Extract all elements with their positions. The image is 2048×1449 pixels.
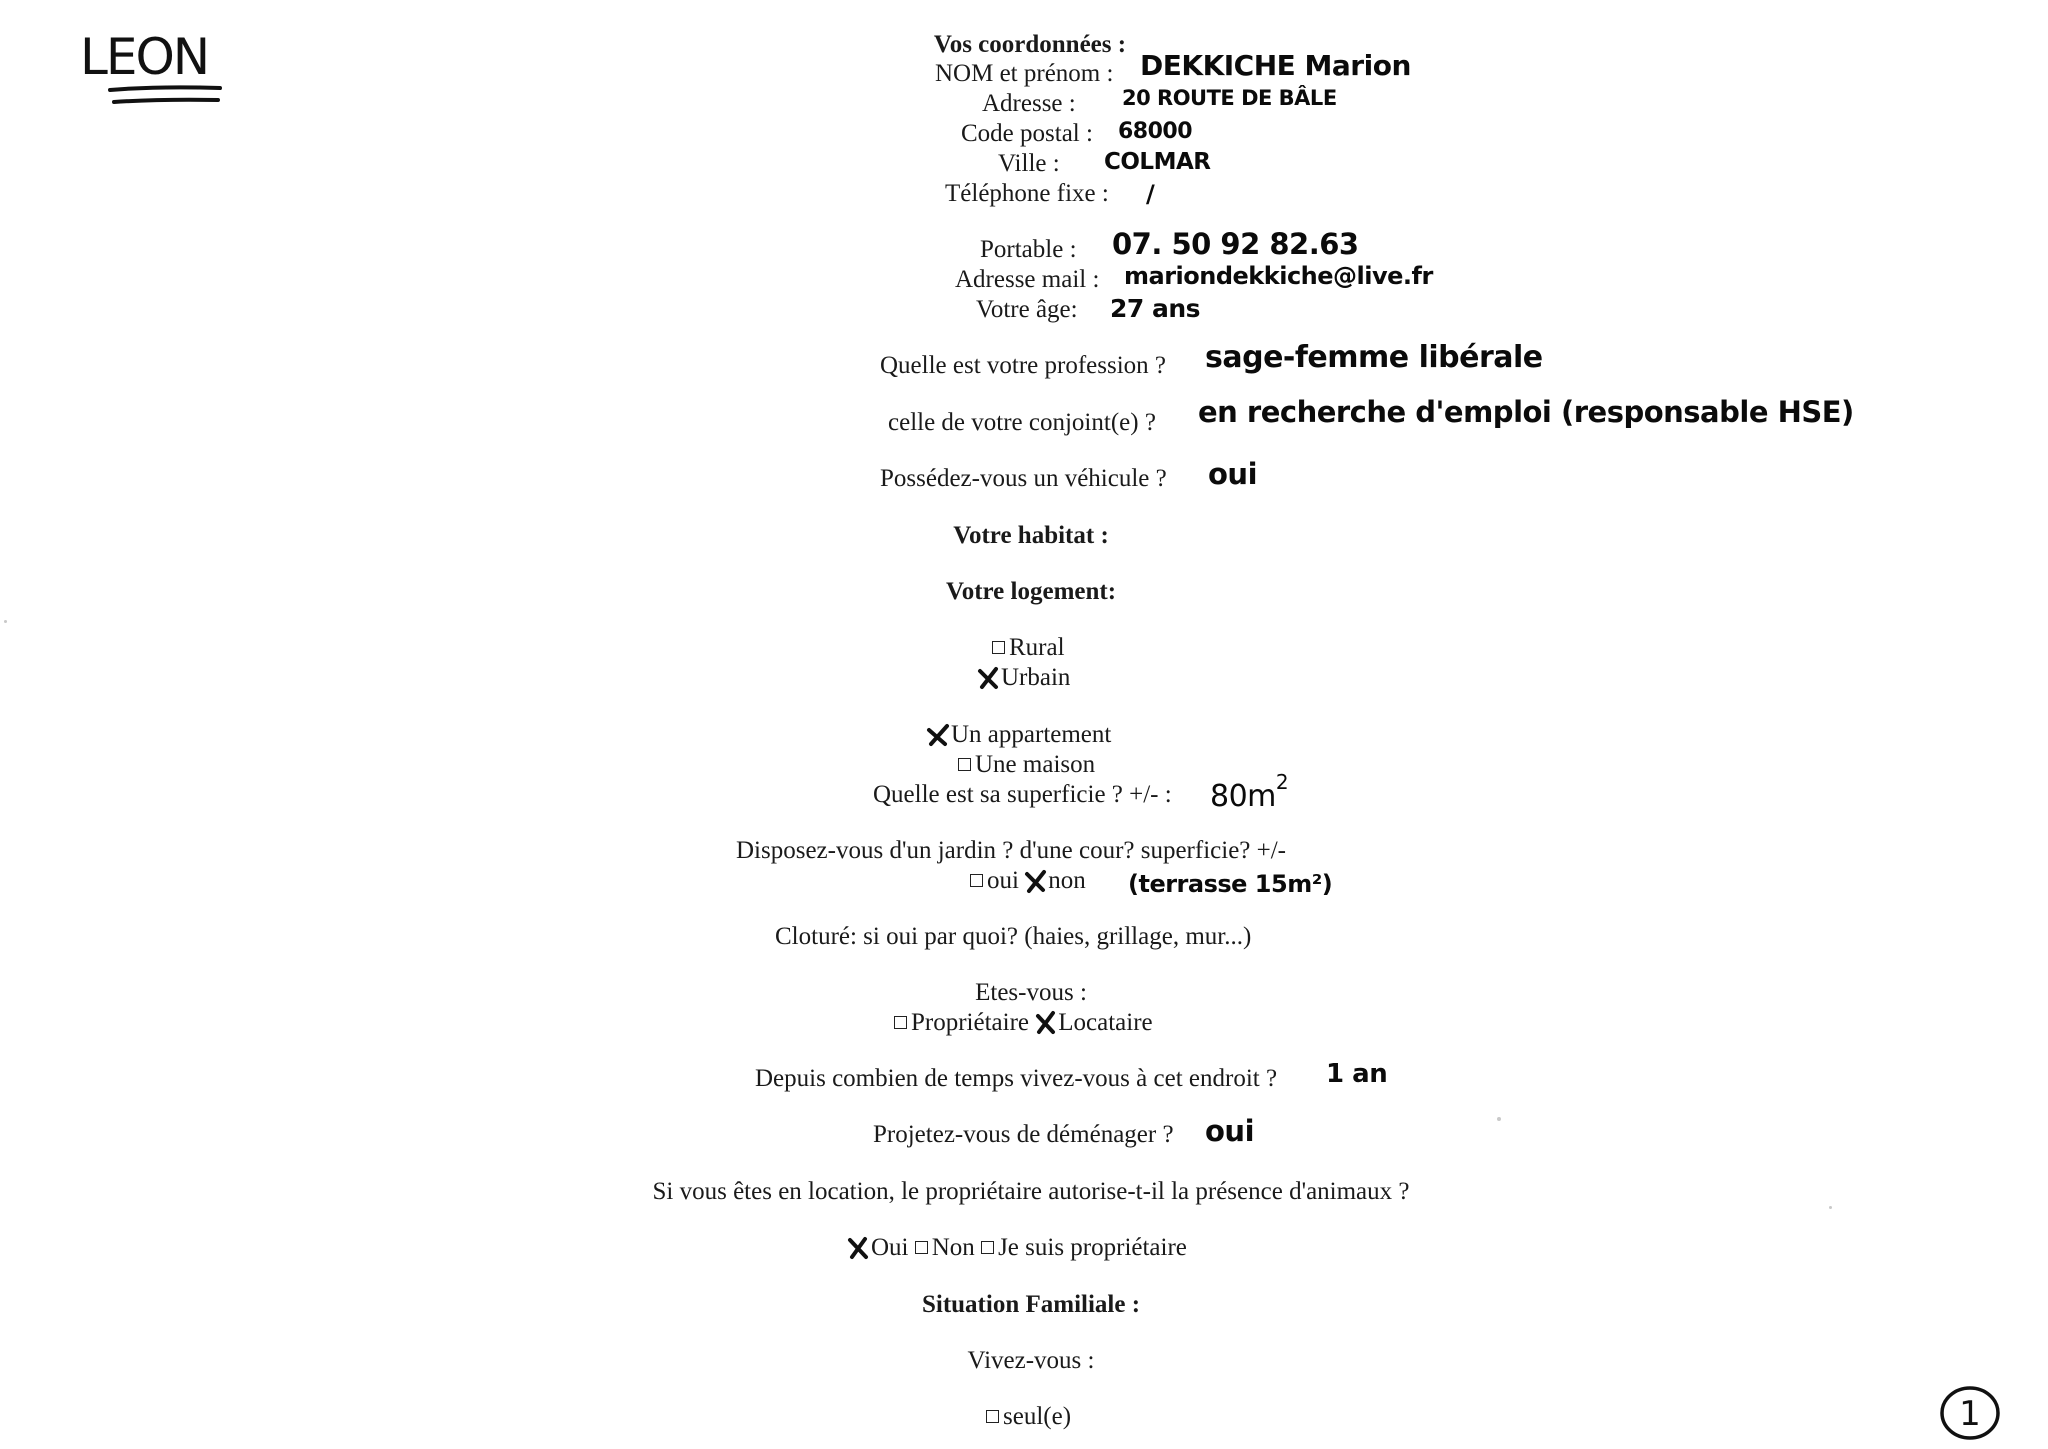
corner-label-text: LEON [80, 28, 209, 86]
animaux-prop-checkbox[interactable] [981, 1241, 994, 1254]
urbain-label: Urbain [1001, 664, 1071, 691]
demenager-label: Projetez-vous de déménager ? [873, 1121, 1174, 1148]
locataire-checked-icon[interactable] [1035, 1011, 1057, 1033]
animaux-option-proprietaire[interactable] [981, 1234, 1187, 1261]
proprietaire-checkbox[interactable] [894, 1016, 907, 1029]
animaux-oui-label: Oui [871, 1234, 909, 1261]
corner-label [78, 22, 228, 117]
option-proprietaire[interactable] [894, 1009, 1029, 1036]
seul-label: seul(e) [1003, 1403, 1072, 1430]
famille-heading: Situation Familiale : [921, 1291, 1141, 1318]
option-appartement[interactable] [928, 720, 1111, 750]
superficie-exponent: 2 [1275, 770, 1289, 794]
option-locataire[interactable] [1035, 1009, 1152, 1036]
etes-vous-label: Etes-vous : [975, 979, 1087, 1006]
jardin-non-label: non [1048, 867, 1086, 894]
animaux-prop-label: Je suis propriétaire [998, 1234, 1187, 1261]
animaux-option-non[interactable] [915, 1234, 975, 1261]
maison-checkbox[interactable] [958, 758, 971, 771]
superficie-value-text: 80m [1210, 779, 1276, 814]
jardin-non-checked-icon[interactable] [1025, 869, 1047, 891]
duree-value[interactable]: 1 an [1326, 1059, 1388, 1089]
locataire-label: Locataire [1058, 1009, 1153, 1036]
animaux-option-oui[interactable] [848, 1234, 909, 1261]
telephone-fixe-value[interactable]: / [1146, 180, 1155, 208]
statut-options [894, 1008, 1153, 1038]
nom-value[interactable]: DEKKICHE Marion [1140, 49, 1411, 82]
jardin-options [970, 866, 1086, 896]
seul-checkbox[interactable] [986, 1410, 999, 1423]
adresse-label: Adresse : [982, 90, 1076, 117]
scan-speck [1497, 1117, 1501, 1121]
proprietaire-label: Propriétaire [911, 1009, 1030, 1036]
conjoint-label: celle de votre conjoint(e) ? [888, 409, 1156, 436]
jardin-option-oui[interactable] [970, 867, 1019, 894]
urbain-checked-icon[interactable] [978, 666, 1000, 688]
profession-value[interactable]: sage-femme libérale [1205, 340, 1543, 375]
superficie-value[interactable] [1210, 770, 1288, 815]
logement-heading: Votre logement: [945, 578, 1117, 605]
option-rural[interactable] [992, 633, 1065, 663]
telephone-fixe-label: Téléphone fixe : [945, 180, 1109, 207]
jardin-oui-checkbox[interactable] [970, 874, 983, 887]
nom-label: NOM et prénom : [935, 60, 1114, 87]
maison-label: Une maison [975, 751, 1096, 778]
animaux-non-checkbox[interactable] [915, 1241, 928, 1254]
vehicule-value[interactable]: oui [1208, 457, 1258, 491]
rural-label: Rural [1009, 634, 1065, 661]
animaux-non-label: Non [931, 1234, 975, 1261]
conjoint-value[interactable]: en recherche d'emploi (responsable HSE) [1198, 395, 1854, 429]
appartement-label: Un appartement [951, 721, 1112, 748]
option-urbain[interactable] [978, 663, 1070, 693]
animaux-oui-checked-icon[interactable] [848, 1236, 870, 1258]
animaux-label: Si vous êtes en location, le propriétaire autorise-t-il la présence d'animaux ? [652, 1178, 1410, 1205]
leon-handwriting-icon [78, 22, 228, 112]
code-postal-value[interactable]: 68000 [1118, 119, 1193, 144]
age-value[interactable]: 27 ans [1110, 294, 1201, 323]
vivez-vous-label: Vivez-vous : [967, 1347, 1095, 1374]
profession-label: Quelle est votre profession ? [880, 352, 1167, 379]
code-postal-label: Code postal : [961, 120, 1093, 147]
superficie-label: Quelle est sa superficie ? +/- : [873, 781, 1172, 808]
page-number [1935, 1382, 2005, 1447]
adresse-mail-value[interactable]: mariondekkiche@live.fr [1124, 262, 1433, 290]
jardin-oui-label: oui [987, 867, 1019, 894]
option-seul[interactable] [986, 1402, 1071, 1432]
portable-value[interactable]: 07. 50 92 82.63 [1112, 227, 1359, 261]
page-number-text: 1 [1959, 1394, 1981, 1434]
circled-page-number-icon [1935, 1382, 2005, 1442]
vehicule-label: Possédez-vous un véhicule ? [880, 465, 1167, 492]
adresse-value[interactable]: 20 ROUTE DE BÂLE [1122, 86, 1337, 110]
portable-label: Portable : [980, 236, 1077, 263]
age-label: Votre âge: [976, 296, 1078, 323]
jardin-option-non[interactable] [1025, 867, 1086, 894]
cloture-label: Cloturé: si oui par quoi? (haies, grillage, mur...) [775, 923, 1252, 950]
coordonnees-heading: Vos coordonnées : [933, 31, 1127, 58]
appartement-checked-icon[interactable] [928, 723, 950, 745]
scan-speck [4, 620, 7, 623]
duree-label: Depuis combien de temps vivez-vous à cet endroit ? [755, 1065, 1278, 1092]
scan-speck [1829, 1206, 1832, 1209]
ville-value[interactable]: COLMAR [1104, 149, 1211, 175]
jardin-label: Disposez-vous d'un jardin ? d'une cour? superficie? +/- [736, 837, 1287, 864]
animaux-options [848, 1233, 1187, 1263]
ville-label: Ville : [998, 150, 1060, 177]
demenager-value[interactable]: oui [1205, 1114, 1255, 1148]
jardin-note[interactable]: (terrasse 15m²) [1128, 870, 1333, 898]
option-maison[interactable] [958, 750, 1095, 780]
habitat-heading: Votre habitat : [953, 522, 1109, 549]
adresse-mail-label: Adresse mail : [955, 266, 1100, 293]
rural-checkbox[interactable] [992, 641, 1005, 654]
